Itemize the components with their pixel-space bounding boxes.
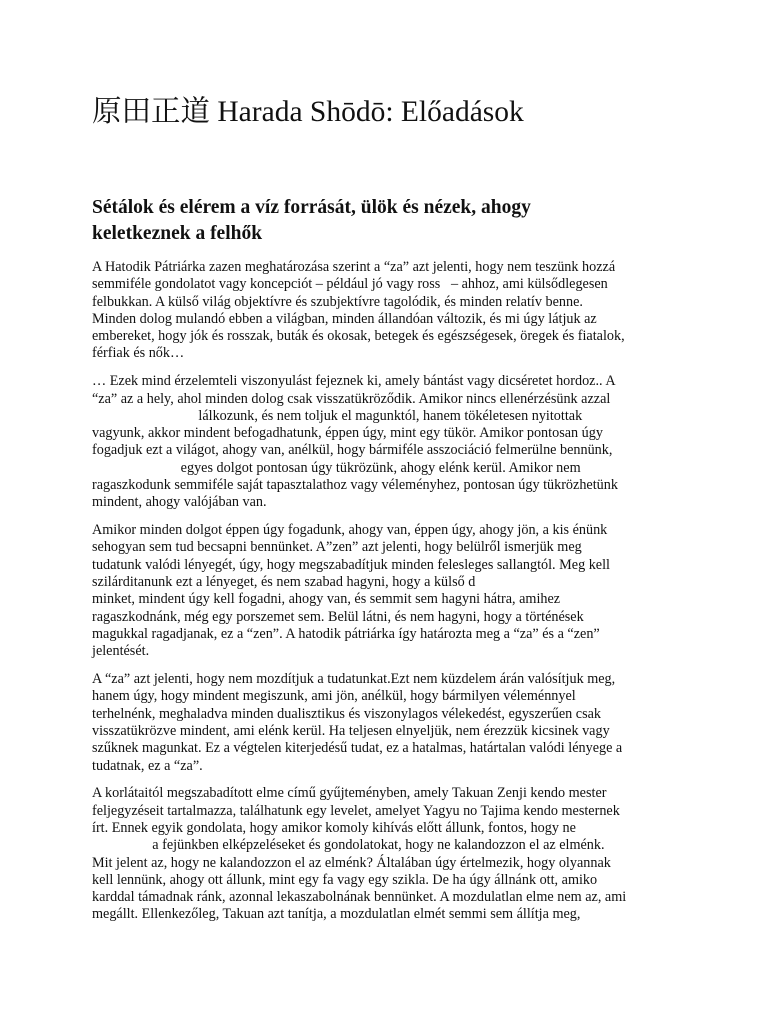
paragraph	[92, 671, 682, 775]
heading-line: keletkeznek a felhők	[92, 223, 263, 244]
paragraph	[92, 373, 682, 511]
section-heading	[92, 195, 652, 247]
text-line: … Ezek mind érzelemteli viszonyulást fejeznek ki, amely bántást vagy dicséretet hordoz.. A	[92, 373, 616, 390]
text-line: jelentését.	[92, 643, 150, 660]
text-line: embereket, hogy jók és rosszak, buták és okosak, betegek és egészségesek, öregek és fiatalok,	[92, 328, 625, 345]
text-line: Minden dolog mulandó ebben a világban, minden állandóan változik, és mi úgy látjuk az	[92, 310, 597, 327]
text-line: szilárditanunk ezt a lényeget, és nem szabad hagyni, hogy a külső d	[92, 574, 476, 591]
text-line: sehogyan sem tud becsapni bennünket. A”zen” azt jelenti, hogy belülről ismerjük meg	[92, 539, 582, 556]
text-line: “za” az a hely, ahol minden dolog csak visszatükröződik. Amikor nincs ellenérzésünk azzal	[92, 390, 611, 407]
text-line: kell lennünk, ahogy ott állunk, mint egy fa vagy egy szikla. De ha úgy állnánk ott, amiko	[92, 871, 598, 888]
text-line: megállt. Ellenkezőleg, Takuan azt tanítja, a mozdulatlan elmét semmi sem állítja meg,	[92, 906, 581, 923]
text-line: A korlátaitól megszabadított elme című gyűjteményben, amely Takuan Zenji kendo mester	[92, 785, 607, 802]
text-line: ragaszkodunk semmiféle saját tapasztalathoz vagy véleményhez, pontosan úgy tükrözhetünk	[92, 477, 618, 494]
text-line: tudatnak, ez a “za”.	[92, 757, 203, 774]
text-line: ragaszkodnánk, még egy porszemet sem. Belül látni, és nem hagyni, hogy a történések	[92, 608, 584, 625]
text-line: terhelnénk, meghaladva minden dualisztikus és viszonylagos vélekedést, egyszerűen csak	[92, 705, 602, 722]
paragraph	[92, 785, 682, 923]
text-line: karddal támadnak ránk, azonnal lekaszabolnának bennünket. A mozdulatlan elme nem az, ami	[92, 889, 627, 906]
text-line: feljegyzéseit tartalmazza, találhatunk egy levelet, amelyet Yagyu no Tajima kendo mesternek	[92, 802, 620, 819]
text-line: Amikor minden dolgot éppen úgy fogadunk, ahogy van, éppen úgy, ahogy jön, a kis énünk	[92, 522, 608, 539]
text-line: írt. Ennek egyik gondolata, hogy amikor komoly kihívás előtt állunk, fontos, hogy ne	[92, 819, 576, 836]
body-text	[92, 259, 682, 934]
paragraph	[92, 522, 682, 660]
text-line: semmiféle gondolatot vagy koncepciót – például jó vagy ross – ahhoz, ami külsődlegesen	[92, 276, 608, 293]
text-line: férfiak és nők…	[92, 345, 185, 362]
text-line: A Hatodik Pátriárka zazen meghatározása szerint a “za” azt jelenti, hogy nem teszünk hozzá	[92, 259, 616, 275]
text-line: visszatükrözve mindent, ami elénk kerül. Ha teljesen elnyeljük, nem érezzük kicsinek vagy	[92, 722, 610, 739]
text-line: vagyunk, akkor mindent befogadhatunk, éppen úgy, mint egy tükör. Amikor pontosan úgy	[92, 425, 603, 442]
text-line: a fejünkben elképzeléseket és gondolatokat, hogy ne kalandozzon el az elménk.	[92, 837, 605, 854]
text-line: A “za” azt jelenti, hogy nem mozdítjuk a tudatunkat.Ezt nem küzdelem árán valósítjuk meg,	[92, 671, 616, 688]
text-line: tudatunk valódi lényegét, úgy, hogy megszabadítjuk minden felesleges sallangtól. Meg kell	[92, 556, 610, 573]
text-line: egyes dolgot pontosan úgy tükrözünk, ahogy elénk kerül. Amikor nem	[92, 459, 581, 476]
heading-line: Sétálok és elérem a víz forrását, ülök és nézek, ahogy	[92, 197, 531, 218]
text-line: mindent, ahogy valójában van.	[92, 494, 267, 511]
text-line: felbukkan. A külső világ objektívre és szubjektívre tagolódik, és minden relatív benne.	[92, 293, 583, 310]
text-line: fogadjuk ezt a világot, ahogy van, anélkül, hogy bármiféle asszociáció felmerülne bennünk,	[92, 442, 613, 459]
text-line: lálkozunk, és nem toljuk el magunktól, hanem tökéletesen nyitottak	[92, 407, 583, 424]
text-line: hanem úgy, hogy mindent megiszunk, ami jön, anélkül, hogy bármilyen véleménnyel	[92, 688, 576, 705]
paragraph	[92, 259, 682, 363]
text-line: minket, mindent úgy kell fogadni, ahogy van, és semmit sem hagyni hátra, amihez	[92, 591, 561, 608]
document-title: 原田正道 Harada Shōdō: Előadások	[92, 96, 524, 128]
text-line: magukkal ragadjanak, ez a “zen”. A hatodik pátriárka így határozta meg a “za” és a “zen”	[92, 625, 600, 642]
text-line: szűknek magunkat. Ez a végtelen kiterjedésű tudat, ez a hatalmas, határtalan valódi lényege a	[92, 740, 623, 757]
text-line: Mit jelent az, hogy ne kalandozzon el az elménk? Általában úgy értelmezik, hogy olyannak	[92, 854, 611, 871]
